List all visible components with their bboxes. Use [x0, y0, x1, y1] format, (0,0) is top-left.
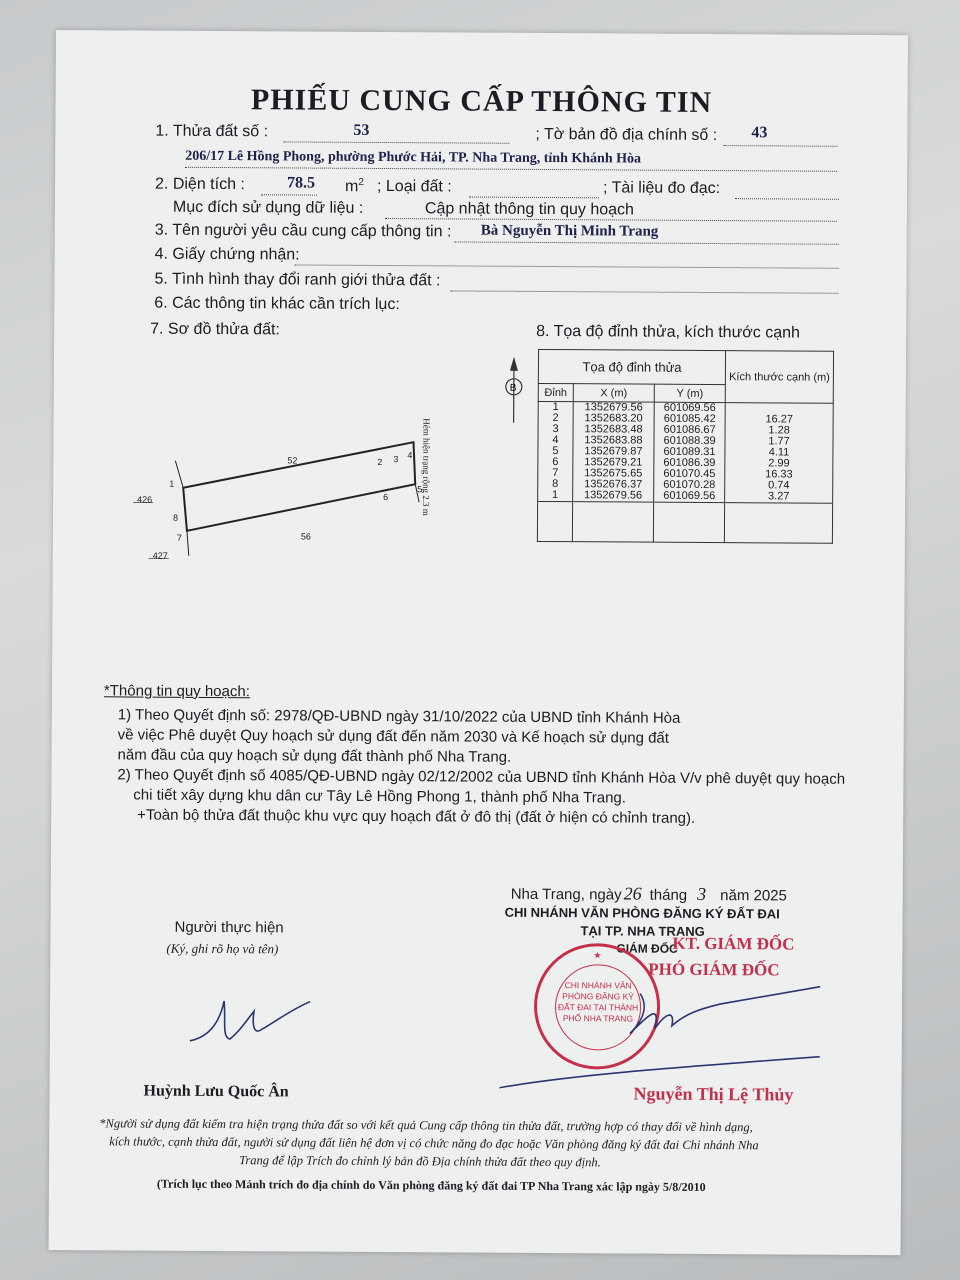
table-head-length: Kích thước cạnh (m) [725, 351, 833, 404]
table-cell-x: 1352679.87 [573, 446, 654, 457]
vertex-label: 1 [169, 478, 175, 489]
vertex-label: 2 [377, 456, 383, 468]
parcel-sketch [123, 350, 544, 583]
dotted-line [455, 241, 839, 244]
table-cell-x: 1352679.56 [573, 490, 654, 502]
planning-line: về việc Phê duyệt Quy hoạch sử dụng đất đến năm 2030 và Kế hoạch sử dụng đất [117, 726, 670, 747]
table-cell-y: 601088.39 [654, 436, 725, 447]
dotted-line [295, 264, 839, 268]
table-cell-v: 6 [538, 457, 573, 468]
requester-name: Bà Nguyễn Thị Minh Trang [480, 222, 659, 240]
dotted-line [469, 197, 599, 199]
seal-star-icon: ★ [593, 950, 602, 961]
page-title: PHIẾU CUNG CẤP THÔNG TIN [250, 83, 713, 120]
planning-line: 2) Theo Quyết định số 4085/QĐ-UBND ngày 02/12/2002 của UBND tỉnh Khánh Hòa V/v phê duyệt quy hoạch [117, 766, 846, 788]
area-value: 78.5 [287, 174, 316, 192]
land-type-label: ; Loại đất : [376, 177, 452, 196]
table-cell-x: 1352679.21 [573, 457, 654, 468]
table-cell-v: 4 [538, 435, 573, 446]
table-cell-y: 601086.39 [654, 458, 725, 469]
neighbor-parcel-label: 426 [137, 494, 153, 505]
table-cell-x: 1352676.37 [573, 479, 654, 490]
purpose-value: Cập nhật thông tin quy hoạch [424, 200, 635, 219]
acting-director-title: KT. GIÁM ĐỐC [672, 933, 795, 954]
dotted-line [185, 167, 837, 172]
table-cell-x: 1352683.48 [573, 424, 654, 435]
vertex-label: 4 [407, 450, 413, 461]
footnote-line: *Người sử dụng đất kiểm tra hiện trạng thửa đất so với kết quả Cung cấp thông tin thửa đất, trường hợp có thay đổi về hình dạng, [99, 1116, 753, 1135]
parcel-outline [183, 441, 416, 532]
col-y: Y (m) [654, 384, 725, 402]
seal-text: CHI NHÁNH VĂN PHÒNG ĐĂNG KÝ ĐẤT ĐAI TẠI THÀNH PHỐ NHA TRANG [557, 980, 639, 1024]
office-line: CHI NHÁNH VĂN PHÒNG ĐĂNG KÝ ĐẤT ĐAI [504, 904, 780, 922]
table-cell-x: 1352683.20 [573, 413, 654, 424]
col-vertex: Đỉnh [538, 383, 573, 401]
purpose-label: Mục đích sử dụng dữ liệu : [172, 198, 364, 217]
director-signature [490, 963, 831, 1095]
survey-doc-label: ; Tài liệu đo đạc: [602, 179, 721, 198]
dotted-line [385, 218, 837, 222]
road-label: Hẻm hiện trạng rộng 2.3 m [421, 418, 432, 516]
table-cell-len: 16.33 [725, 469, 833, 481]
performer-name: Huỳnh Lưu Quốc Ân [143, 1082, 289, 1101]
certificate-label: 4. Giấy chứng nhận: [154, 245, 300, 264]
table-cell-v: 8 [538, 479, 573, 490]
boundary-change-label: 5. Tình hình thay đổi ranh giới thửa đất : [154, 270, 441, 290]
vertex-label: 3 [393, 454, 399, 465]
table-cell-y: 601089.31 [654, 447, 725, 458]
vertex-label: 7 [176, 532, 182, 543]
parcel-label: 1. Thửa đất số : [155, 122, 269, 141]
sketch-heading: 7. Sơ đồ thửa đất: [150, 320, 280, 339]
table-cell-v: 1 [538, 401, 573, 413]
other-info-label: 6. Các thông tin khác cần trích lục: [154, 294, 400, 314]
planning-line: chi tiết xây dựng khu dân cư Tây Lê Hồng Phong 1, thành phố Nha Trang. [133, 786, 627, 807]
table-cell-x: 1352683.88 [573, 435, 654, 446]
table-cell-y: 601070.45 [654, 469, 725, 480]
table-cell-y: 601086.67 [654, 425, 725, 436]
north-label: B [509, 382, 517, 394]
performer-label: Người thực hiện [174, 918, 284, 937]
table-cell-x: 1352675.65 [573, 468, 654, 479]
table-cell-y: 601069.56 [654, 402, 725, 414]
table-cell-v: 1 [538, 490, 573, 502]
footnote-line: Trang để lập Trích đo chỉnh lý bản đồ Địa chính thửa đất theo quy định. [239, 1153, 601, 1170]
col-x: X (m) [573, 384, 654, 402]
vertex-label: 5 [417, 484, 423, 495]
neighbor-parcel-label: 427 [152, 550, 168, 561]
performer-note: (Ký, ghi rõ họ và tên) [166, 940, 279, 957]
director-name: Nguyễn Thị Lệ Thủy [633, 1083, 794, 1105]
table-cell-y: 601069.56 [654, 491, 725, 503]
table-cell-v: 3 [538, 424, 573, 435]
table-cell-len: 1.77 [725, 436, 833, 448]
area-unit: $m^2$ [344, 176, 364, 196]
dotted-line [450, 290, 838, 293]
table-body [538, 401, 834, 503]
footnote-line: kích thước, cạnh thửa đất, người sử dụng đất liên hệ đơn vị có chức năng đo đạc hoặc Văn phòng đăng ký đất đai Chi nhánh Nha [109, 1134, 759, 1153]
dotted-line [735, 198, 839, 200]
coordinates-table-wrap [537, 349, 834, 544]
dotted-line [723, 145, 837, 147]
coordinates-table [537, 349, 834, 544]
table-cell-len: 4.11 [725, 447, 833, 459]
planning-line: +Toàn bộ thửa đất thuộc khu vực quy hoạch đất ở đô thị (đất ở hiện có chỉnh trang). [137, 806, 696, 827]
table-cell-v: 5 [538, 446, 573, 457]
parcel-address: 206/17 Lê Hồng Phong, phường Phước Hải, TP. Nha Trang, tỉnh Khánh Hòa [185, 148, 642, 167]
table-cell-x: 1352679.56 [573, 402, 654, 414]
table-cell-len: 2.99 [725, 458, 833, 470]
dotted-line [283, 141, 509, 143]
vertex-label: 6 [383, 492, 389, 503]
office-title: GIÁM ĐỐC [616, 941, 678, 956]
table-cell-len: 1.28 [725, 425, 833, 437]
vertex-label: 8 [172, 512, 179, 523]
dotted-line [261, 194, 317, 195]
document-page [49, 30, 908, 1255]
performer-signature [170, 981, 330, 1062]
table-head-coord: Tọa độ đỉnh thửa [538, 349, 725, 384]
planning-line: năm đầu của quy hoạch sử dụng đất thành phố Nha Trang. [117, 746, 512, 766]
map-sheet-label: ; Tờ bản đồ địa chính số : [535, 125, 718, 145]
neighbor-parcel-label: 52 [287, 455, 298, 466]
neighbor-parcel-label: 56 [300, 531, 311, 542]
table-cell-v: 2 [538, 413, 573, 424]
requester-label: 3. Tên người yêu cầu cung cấp thông tin : [154, 221, 452, 241]
table-cell-y: 601070.28 [654, 480, 725, 491]
table-cell-len: 16.27 [725, 414, 833, 426]
planning-heading: *Thông tin quy hoạch: [103, 682, 250, 701]
office-line: TẠI TP. NHA TRANG [580, 923, 705, 939]
footnote-source: (Trích lục theo Mảnh trích đo địa chính do Văn phòng đăng ký đất đai TP Nha Trang xác lập ngày 5/8/2010 [156, 1176, 706, 1194]
table-cell-len: 3.27 [725, 491, 833, 503]
table-cell-len: 0.74 [725, 480, 833, 492]
table-cell-y: 601085.42 [654, 414, 725, 425]
planning-line: 1) Theo Quyết định số: 2978/QĐ-UBND ngày 31/10/2022 của UBND tỉnh Khánh Hòa [117, 706, 681, 727]
map-sheet-number: 43 [751, 124, 768, 142]
issue-date: Nha Trang, ngày 26 tháng 3 năm 2025 [510, 883, 787, 905]
deputy-director-title: PHÓ GIÁM ĐỐC [648, 959, 780, 980]
parcel-number: 53 [353, 121, 370, 139]
area-label: 2. Diện tích : [155, 175, 245, 194]
coords-heading: 8. Tọa độ đỉnh thửa, kích thước cạnh [536, 322, 800, 342]
table-cell-v: 7 [538, 468, 573, 479]
